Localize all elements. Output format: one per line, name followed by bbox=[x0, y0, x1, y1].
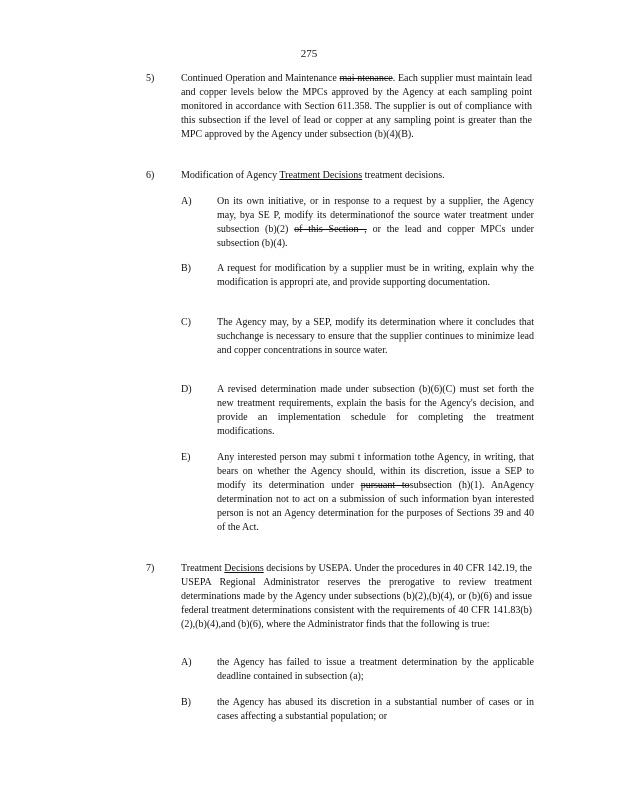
paragraph-text: Treatment Decisions decisions by USEPA. Under the procedures in 40 CFR 142.19, the USEPA Regional Administrator reserves the prerogative to review treatment determinations made by the Agency under subsections (b)(2),(b)(4), or (b)(6) and issue federal treatment determinations consistent with the requirements of 40 CFR 141.83(b)(2),(b)(4),and (b)(6), where the Administrator finds that the following is true: bbox=[181, 563, 532, 630]
subparagraph-number: B) bbox=[181, 263, 191, 274]
subparagraph-text: On its own initiative, or in response to a request by a supplier, the Agency may, bya SE P, modify its determinationof the source water treatment under subsection (b)(2) of this Section , or the lead and copper MPCs under subsection (b)(4). bbox=[217, 196, 534, 249]
subparagraph-text: A request for modification by a supplier must be in writing, explain why the modification is appropri ate, and provide supporting documentation. bbox=[217, 263, 534, 288]
subparagraph-text: the Agency has abused its discretion in a substantial number of cases or in cases affecting a substantial population; or bbox=[217, 697, 534, 722]
subparagraph-text: A revised determination made under subsection (b)(6)(C) must set forth the new treatment requirements, explain the basis for the Agency's decision, and provide an implementation schedule for completing the treatment modifications. bbox=[217, 384, 534, 437]
subparagraph-number: D) bbox=[181, 384, 192, 395]
paragraph-text: Continued Operation and Maintenance mai ntenance. Each supplier must maintain lead and copper levels below the MPCs approved by the Agency at each sampling point monitored in accordance with Section 611.358. The supplier is out of compliance with this subsection if the level of lead or copper at any sampling point is greater than the MPC approved by the Agency under subsection (b)(4)(B). bbox=[181, 73, 533, 140]
paragraph-text: Modification of Agency Treatment Decisions treatment decisions. bbox=[181, 170, 445, 181]
subparagraph-number: C) bbox=[181, 317, 191, 328]
page-number: 275 bbox=[300, 48, 318, 60]
subparagraph-number: A) bbox=[181, 196, 192, 207]
deleted-text: pursuant to bbox=[360, 480, 410, 491]
inserted-text: Treatment Decisions bbox=[279, 170, 363, 181]
subparagraph-number: B) bbox=[181, 697, 191, 708]
paragraph-number: 7) bbox=[146, 563, 155, 574]
subparagraph-number: E) bbox=[181, 452, 191, 463]
subparagraph-text: the Agency has failed to issue a treatment determination by the applicable deadline contained in subsection (a); bbox=[217, 657, 534, 682]
paragraph-number: 6) bbox=[146, 170, 155, 181]
inserted-text: Decisions bbox=[224, 563, 264, 574]
subparagraph-text: The Agency may, by a SEP, modify its determination where it concludes that suchchange is necessary to ensure that the supplier continues to minimize lead and copper concentrations in source water. bbox=[217, 317, 534, 356]
subparagraph-text: Any interested person may submi t information tothe Agency, in writing, that bears on whether the Agency should, within its discretion, issue a SEP to modify its determination under pursuant tosubsection (h)(1). AnAgency determination not to act on a submission of such information byan interested person is not an Agency determination for the purposes of Sections 39 and 40 of the Act. bbox=[217, 452, 535, 533]
subparagraph-number: A) bbox=[181, 657, 192, 668]
paragraph-number: 5) bbox=[146, 73, 155, 84]
deleted-text: mai ntenance bbox=[339, 73, 393, 84]
deleted-text: of this Section , bbox=[294, 224, 367, 235]
